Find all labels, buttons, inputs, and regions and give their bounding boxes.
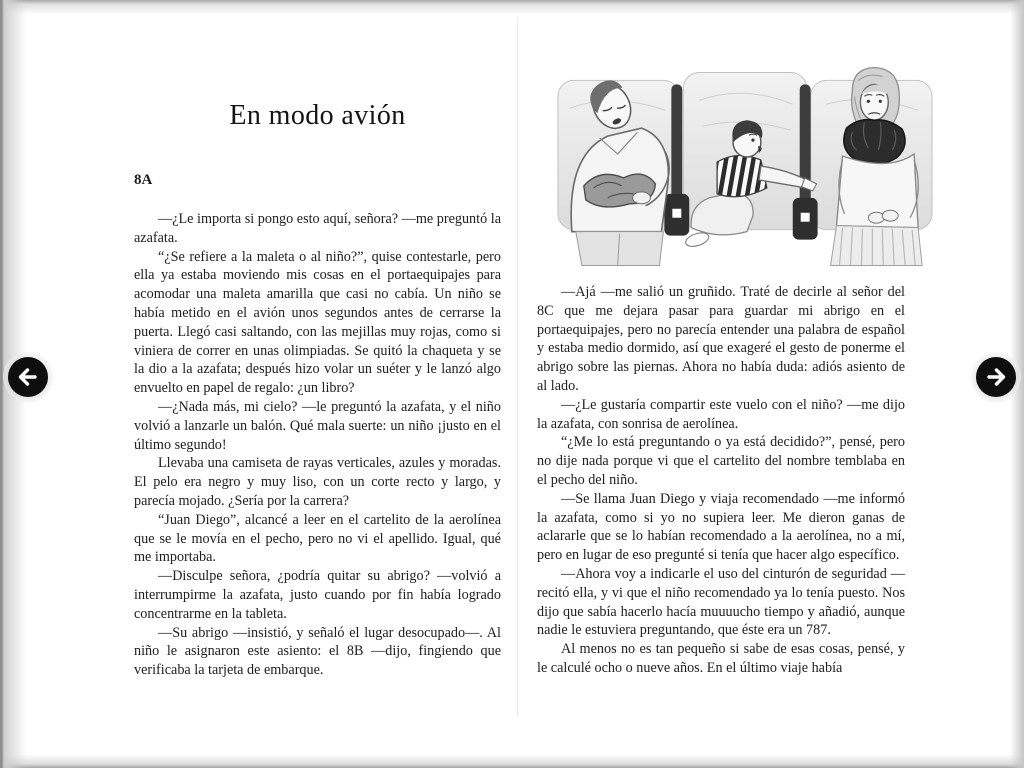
page-edge-shadow-top xyxy=(0,0,1024,14)
paragraph: “¿Me lo está preguntando o ya está decidido?”, pensé, pero no dije nada porque vi que el cartelito del nombre temblaba en el pecho del niño. xyxy=(537,434,905,488)
right-page xyxy=(537,283,905,678)
paragraph: —Ajá —me salió un gruñido. Traté de decirle al señor del 8C que me dejara pasar para guardar mi abrigo en el portaequipajes, pero no parecía entender una palabra de español y estaba medio dormido, así que exageré el gesto de ponerme el abrigo sobre las piernas. Ahora no había duda: adiós asiento de al lado. xyxy=(537,284,905,394)
paragraph: Llevaba una camiseta de rayas verticales, azules y moradas. El pelo era negro y muy liso, con un corte recto y largo, y parecía mojado. ¿Sería por la carrera? xyxy=(134,455,501,509)
next-page-button[interactable] xyxy=(976,357,1016,397)
paragraph: —Su abrigo —insistió, y señaló el lugar desocupado—. Al niño le asignaron este asiento: el 8B —dijo, fingiendo que verificaba la tarjeta de embarque. xyxy=(134,624,501,679)
paragraph: “¿Se refiere a la maleta o al niño?”, quise contestarle, pero ella ya estaba moviendo mis cosas en el portaequipajes para acomodar una maleta amarilla que casi no cabía. Un niño se había metido en el avión unos segundos antes de cerrarse la puerta. Llegó casi saltando, con las mejillas muy rojas, como si viniera de correr en unas olimpiadas. Se quitó la chaqueta y se la dio a la azafata; después hizo volar un suéter y le lanzó algo envuelto en papel de regalo: ¿un libro? xyxy=(134,248,501,397)
paragraph: “Juan Diego”, alcancé a leer en el cartelito de la aerolínea que se le movía en el pecho, pero no vi el apellido. Igual, qué me importaba. xyxy=(134,511,501,566)
arrow-left-icon xyxy=(8,357,48,397)
paragraph: —¿Le gustaría compartir este vuelo con el niño? —me dijo la azafata, con sonrisa de aerolínea. xyxy=(537,396,905,432)
page-edge-shadow-bottom xyxy=(0,754,1024,768)
page-gutter-line xyxy=(517,18,518,716)
section-label: 8A xyxy=(134,172,153,188)
airplane-seats-illustration xyxy=(542,56,940,266)
prev-page-button[interactable] xyxy=(8,357,48,397)
paragraph: Al menos no es tan pequeño si sabe de esas cosas, pensé, y le calculé ocho o nueve años. En el último viaje había xyxy=(537,641,905,676)
paragraph: —Disculpe señora, ¿podría quitar su abrigo? —volvió a interrumpirme la azafata, justo cuando por fin había logrado concentrarme en la tableta. xyxy=(134,568,501,622)
paragraph: —¿Nada más, mi cielo? —le preguntó la azafata, y el niño volvió a lanzarle un balón. Qué mala suerte: un niño ¡justo en el último segundo! xyxy=(134,398,501,453)
left-page xyxy=(134,100,501,680)
paragraph: —Se llama Juan Diego y viaja recomendado —me informó la azafata, como si yo no supiera leer. Me dieron ganas de aclararle que se lo habían recomendado a la aerolínea, no a mí, pero en lugar de eso pregunté si tenía que hacer algo específico. xyxy=(537,490,905,564)
chapter-title: En modo avión xyxy=(229,100,406,131)
paragraph: —¿Le importa si pongo esto aquí, señora? —me preguntó la azafata. xyxy=(134,211,501,246)
illustration-drawing xyxy=(542,56,940,266)
arrow-right-icon xyxy=(976,357,1016,397)
paragraph: —Ahora voy a indicarle el uso del cinturón de seguridad —recitó ella, y vi que el niño recomendado ya lo tenía puesto. Nos dijo que sabía hacerlo hacía muuuucho tiempo y añadió, aunque nadie le estuviera preguntando, que éste era un 787. xyxy=(537,565,905,639)
